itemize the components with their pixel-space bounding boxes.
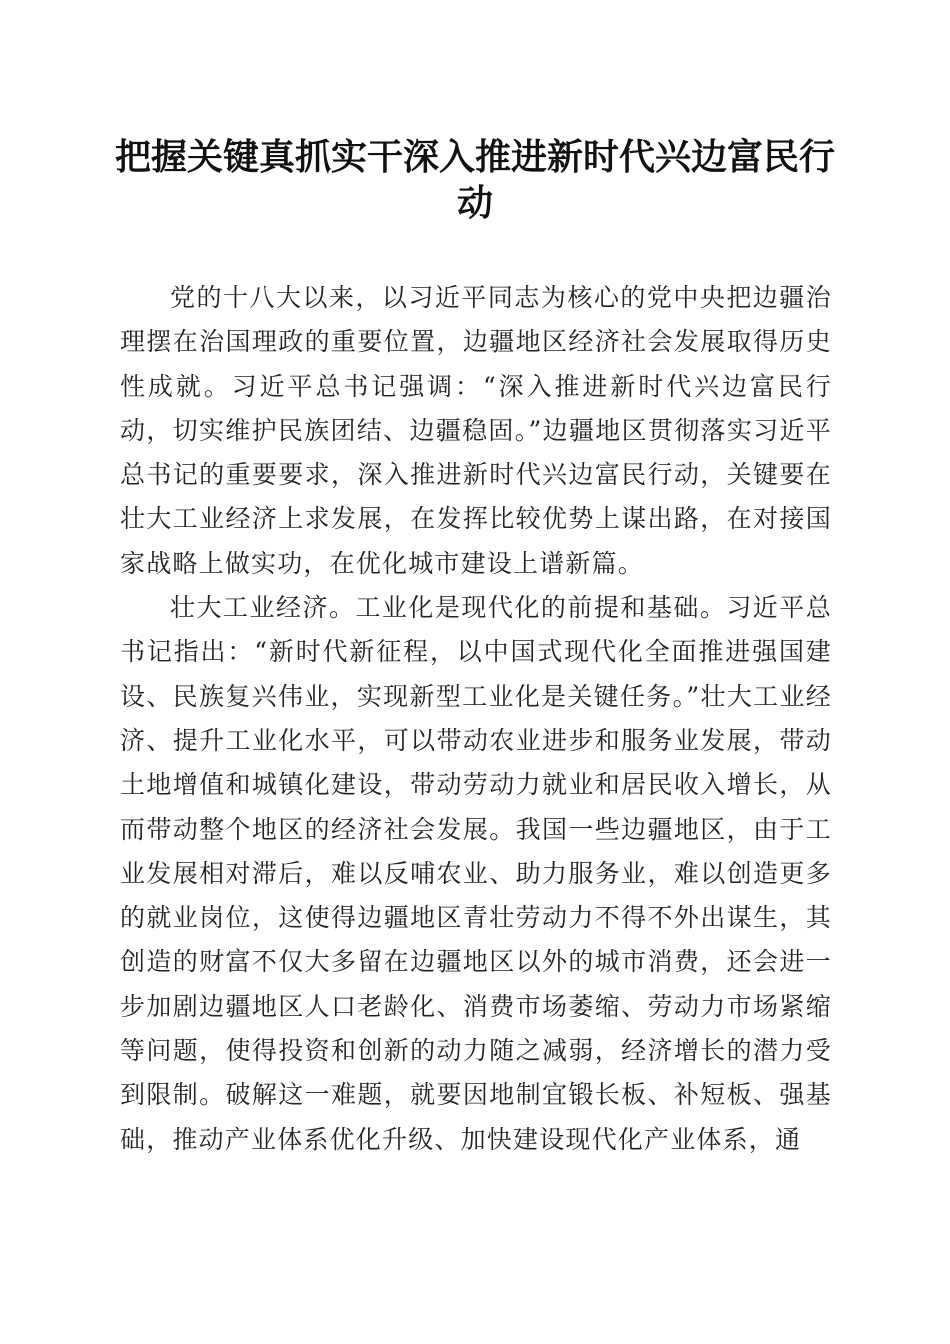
paragraph-intro: 党的十八大以来，以习近平同志为核心的党中央把边疆治理摆在治国理政的重要位置，边疆地区经济社会发展取得历史性成就。习近平总书记强调：“深入推进新时代兴边富民行动，切实维护民族团结、边疆稳固。”边疆地区贯彻落实习近平总书记的重要要求，深入推进新时代兴边富民行动，关键要在壮大工业经济上求发展，在发挥比较优势上谋出路，在对接国家战略上做实功，在优化城市建设上谱新篇。 [120,283,832,578]
document-title: 把握关键真抓实干深入推进新时代兴边富民行动 [114,136,835,224]
paragraph-industrial-economy: 壮大工业经济。工业化是现代化的前提和基础。习近平总书记指出：“新时代新征程，以中国式现代化全面推进强国建设、民族复兴伟业，实现新型工业化是关键任务。”壮大工业经济、提升工业化水平，可以带动农业进步和服务业发展，带动土地增值和城镇化建设，带动劳动力就业和居民收入增长，从而带动整个地区的经济社会发展。我国一些边疆地区，由于工业发展相对滞后，难以反哺农业、助力服务业，难以创造更多的就业岗位，这使得边疆地区青壮劳动力不得不外出谋生，其创造的财富不仅大多留在边疆地区以外的城市消费，还会进一步加剧边疆地区人口老龄化、消费市场萎缩、劳动力市场紧缩等问题，使得投资和创新的动力随之减弱，经济增长的潜力受到限制。破解这一难题，就要因地制宜锻长板、补短板、强基础，推动产业体系优化升级、加快建设现代化产业体系，通 [120,593,832,1154]
document-body [120,276,832,1162]
